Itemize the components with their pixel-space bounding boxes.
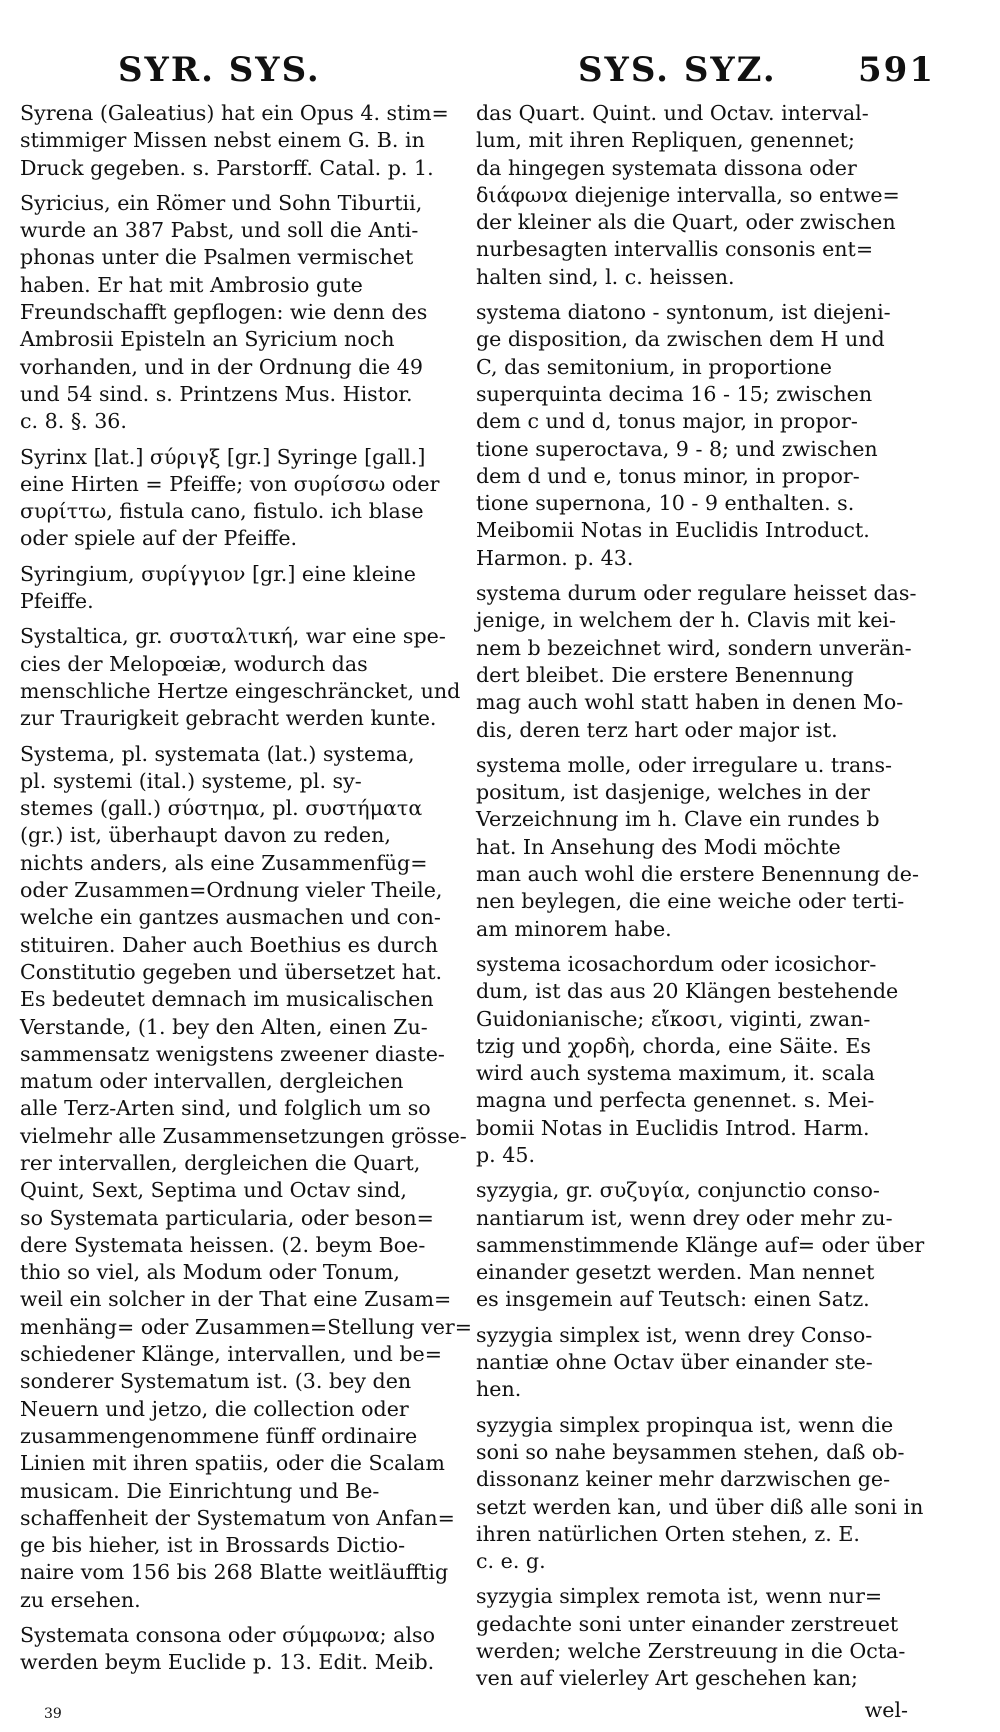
- entry-line: superquinta decima 16 - 15; zwischen: [476, 381, 873, 406]
- entry-line: magna und perfecta genennet. s. Mei-: [476, 1088, 875, 1113]
- entry-line: Neuern und jetzo, die collection oder: [20, 1396, 409, 1421]
- entry-line: da hingegen systemata dissona oder: [476, 155, 857, 180]
- entry-line: thio so viel, als Modum oder Tonum,: [20, 1260, 400, 1285]
- entry-line: dem c und d, tonus major, in propor-: [476, 409, 858, 434]
- dictionary-entry: [476, 100, 908, 291]
- entry-line: ven auf vielerley Art geschehen kan;: [476, 1666, 858, 1691]
- entry-line: werden; welche Zerstreuung in die Octa-: [476, 1639, 906, 1664]
- entry-line: oder spiele auf der Pfeiffe.: [20, 526, 298, 551]
- entry-line: lum, mit ihren Repliquen, genennet;: [476, 128, 855, 153]
- entry-line: systema molle, oder irregulare u. trans-: [476, 752, 893, 777]
- entry-line: ge disposition, da zwischen dem H und: [476, 327, 885, 352]
- entry-line: c. 8. §. 36.: [20, 409, 127, 434]
- entry-line: naire vom 156 bis 268 Blatte weitläufftig: [20, 1560, 449, 1585]
- entry-line: Systemata consona oder σύμφωνα; also: [20, 1623, 436, 1648]
- entry-line: weil ein solcher in der That eine Zusam=: [20, 1287, 452, 1312]
- entry-line: dert bleibet. Die erstere Benennung: [476, 662, 854, 687]
- entry-line: sammensatz wenigstens zweener diaste-: [20, 1041, 445, 1066]
- entry-line: stemes (gall.) σύστημα, pl. συστήματα: [20, 796, 423, 821]
- entry-line: zur Traurigkeit gebracht werden kunte.: [20, 706, 437, 731]
- entry-line: eine Hirten = Pfeiffe; von συρίσσω oder: [20, 471, 440, 496]
- dictionary-entry: [476, 1322, 908, 1404]
- entry-line: cies der Melopœiæ, wodurch das: [20, 651, 368, 676]
- entry-line: syzygia simplex propinqua ist, wenn die: [476, 1412, 894, 1437]
- entry-line: Guidonianische; εἴκοσι, viginti, zwan-: [476, 1006, 871, 1031]
- entry-line: haben. Er hat mit Ambrosio gute: [20, 272, 363, 297]
- entry-line: systema durum oder regulare heisset das-: [476, 581, 917, 606]
- dictionary-entry: [476, 1412, 924, 1576]
- entry-line: Freundschafft gepflogen: wie denn des: [20, 300, 428, 325]
- entry-line: Linien mit ihren spatiis, oder die Scalam: [20, 1451, 445, 1476]
- entry-line: schiedener Klänge, intervallen, und be=: [20, 1342, 442, 1367]
- dictionary-entry: [20, 190, 448, 436]
- entry-line: Syringium, συρίγγιον [gr.] eine kleine: [20, 561, 416, 586]
- entry-line: Systaltica, gr. συσταλτική, war eine spe-: [20, 624, 446, 649]
- entry-line: Systema, pl. systemata (lat.) systema,: [20, 741, 415, 766]
- entry-line: systema icosachordum oder icosichor-: [476, 951, 877, 976]
- entry-line: stituiren. Daher auch Boethius es durch: [20, 932, 439, 957]
- catchword: wel-: [864, 1697, 908, 1722]
- entry-line: Verstande, (1. bey den Alten, einen Zu-: [20, 1014, 428, 1039]
- entry-line: sonderer Systematum ist. (3. bey den: [20, 1369, 412, 1394]
- dictionary-entry: [476, 580, 917, 744]
- entry-line: nantiarum ist, wenn drey oder mehr zu-: [476, 1205, 893, 1230]
- entry-line: tione superoctava, 9 - 8; und zwischen: [476, 436, 878, 461]
- dictionary-entry: [476, 299, 908, 572]
- entry-line: vorhanden, und in der Ordnung die 49: [20, 354, 423, 379]
- entry-line: nem b bezeichnet wird, sondern unverän-: [476, 635, 912, 660]
- dictionary-entry: [476, 951, 908, 1169]
- entry-line: bomii Notas in Euclidis Introd. Harm.: [476, 1115, 870, 1140]
- entry-line: dem d und e, tonus minor, in propor-: [476, 463, 860, 488]
- dictionary-entry: [20, 623, 461, 732]
- entry-line: soni so nahe beysammen stehen, daß ob-: [476, 1439, 905, 1464]
- dictionary-entry: [20, 741, 473, 1615]
- entry-line: systema diatono - syntonum, ist diejeni-: [476, 300, 891, 325]
- entry-line: tzig und χορδὴ, chorda, eine Säite. Es: [476, 1033, 872, 1058]
- entry-line: positum, ist dasjenige, welches in der: [476, 780, 870, 805]
- entry-line: musicam. Die Einrichtung und Be-: [20, 1478, 380, 1503]
- entry-line: nen beylegen, die eine weiche oder terti-: [476, 889, 905, 914]
- entry-line: werden beym Euclide p. 13. Edit. Meib.: [20, 1650, 435, 1675]
- dictionary-entry: [476, 1177, 925, 1313]
- entry-line: Meibomii Notas in Euclidis Introduct.: [476, 518, 870, 543]
- entry-line: διάφωνα diejenige intervalla, so entwe=: [476, 182, 900, 207]
- entry-line: mag auch wohl statt haben in denen Mo-: [476, 690, 904, 715]
- entry-line: dum, ist das aus 20 Klängen bestehende: [476, 979, 899, 1004]
- entry-line: (gr.) ist, überhaupt davon zu reden,: [20, 823, 391, 848]
- entry-line: Druck gegeben. s. Parstorff. Catal. p. 1.: [20, 155, 434, 180]
- entry-line: zusammengenommene fünff ordinaire: [20, 1423, 418, 1448]
- entry-line: menhäng= oder Zusammen=Stellung ver=: [20, 1314, 473, 1339]
- dictionary-entry: [476, 752, 919, 943]
- entry-line: es insgemein auf Teutsch: einen Satz.: [476, 1287, 870, 1312]
- entry-line: Verzeichnung im h. Clave ein rundes b: [476, 807, 880, 832]
- entry-line: gedachte soni unter einander zerstreuet: [476, 1611, 899, 1636]
- entry-line: ihren natürlichen Orten stehen, z. E.: [476, 1521, 860, 1546]
- entry-line: der kleiner als die Quart, oder zwischen: [476, 210, 896, 235]
- left-column: [20, 100, 473, 1685]
- entry-line: schaffenheit der Systematum von Anfan=: [20, 1505, 455, 1530]
- entry-line: und 54 sind. s. Printzens Mus. Histor.: [20, 381, 413, 406]
- entry-line: menschliche Hertze eingeschräncket, und: [20, 678, 461, 703]
- entry-line: wird auch systema maximum, it. scala: [476, 1061, 875, 1086]
- entry-line: rer intervallen, dergleichen die Quart,: [20, 1150, 421, 1175]
- entry-line: Pfeiffe.: [20, 589, 94, 614]
- entry-line: jenige, in welchem der h. Clavis mit kei-: [476, 608, 896, 633]
- entry-line: c. e. g.: [476, 1549, 546, 1574]
- entry-line: so Systemata particularia, oder beson=: [20, 1205, 434, 1230]
- entry-line: nichts anders, als eine Zusammenfüg=: [20, 850, 428, 875]
- entry-line: halten sind, l. c. heissen.: [476, 264, 735, 289]
- entry-line: hen.: [476, 1377, 522, 1402]
- entry-line: ge bis hieher, ist in Brossards Dictio-: [20, 1533, 406, 1558]
- entry-line: συρίττω, fistula cano, fistulo. ich blase: [20, 499, 424, 524]
- entry-line: C, das semitonium, in proportione: [476, 354, 832, 379]
- entry-line: nurbesagten intervallis consonis ent=: [476, 237, 874, 262]
- entry-line: Syrena (Galeatius) hat ein Opus 4. stim=: [20, 101, 449, 125]
- running-head-left: SYR. SYS.: [118, 50, 321, 90]
- entry-line: einander gesetzt werden. Man nennet: [476, 1260, 875, 1285]
- dictionary-entry: [20, 444, 448, 553]
- entry-line: zu ersehen.: [20, 1587, 141, 1612]
- signature-mark: 39: [44, 1706, 62, 1722]
- entry-line: syzygia simplex ist, wenn drey Conso-: [476, 1322, 873, 1347]
- entry-line: matum oder intervallen, dergleichen: [20, 1069, 404, 1094]
- entry-line: das Quart. Quint. und Octav. interval-: [476, 101, 869, 125]
- entry-line: dissonanz keiner mehr darzwischen ge-: [476, 1467, 891, 1492]
- dictionary-entry: [20, 1622, 448, 1677]
- dictionary-entry: [20, 100, 448, 182]
- entry-line: syzygia, gr. συζυγία, conjunctio conso-: [476, 1178, 880, 1203]
- entry-line: vielmehr alle Zusammensetzungen grösse-: [20, 1123, 467, 1148]
- entry-line: Harmon. p. 43.: [476, 545, 634, 570]
- dictionary-entry: [20, 561, 448, 616]
- entry-line: pl. systemi (ital.) systeme, pl. sy-: [20, 768, 362, 793]
- entry-line: Es bedeutet demnach im musicalischen: [20, 987, 434, 1012]
- entry-line: wurde an 387 Pabst, und soll die Anti-: [20, 218, 419, 243]
- dictionary-entry: [476, 1583, 908, 1692]
- entry-line: hat. In Ansehung des Modi möchte: [476, 834, 841, 859]
- entry-line: am minorem habe.: [476, 916, 672, 941]
- entry-line: setzt werden kan, und über diß alle soni in: [476, 1494, 924, 1519]
- entry-line: p. 45.: [476, 1142, 536, 1167]
- entry-line: oder Zusammen=Ordnung vieler Theile,: [20, 878, 443, 903]
- entry-line: syzygia simplex remota ist, wenn nur=: [476, 1584, 883, 1609]
- entry-line: Syricius, ein Römer und Sohn Tiburtii,: [20, 190, 423, 215]
- entry-line: man auch wohl die erstere Benennung de-: [476, 862, 919, 887]
- entry-line: dere Systemata heissen. (2. beym Boe-: [20, 1232, 426, 1257]
- entry-line: Ambrosii Episteln an Syricium noch: [20, 327, 395, 352]
- entry-line: Quint, Sext, Septima und Octav sind,: [20, 1178, 407, 1203]
- entry-line: nantiæ ohne Octav über einander ste-: [476, 1350, 873, 1375]
- entry-line: phonas unter die Psalmen vermischet: [20, 245, 414, 270]
- entry-line: Syrinx [lat.] σύριγξ [gr.] Syringe [gall.]: [20, 444, 426, 469]
- entry-line: welche ein gantzes ausmachen und con-: [20, 905, 441, 930]
- right-column: [476, 100, 925, 1724]
- page-number: 591: [858, 50, 935, 90]
- entry-line: stimmiger Missen nebst einem G. B. in: [20, 128, 425, 153]
- entry-line: sammenstimmende Klänge auf= oder über: [476, 1232, 925, 1257]
- entry-line: tione supernona, 10 - 9 enthalten. s.: [476, 491, 855, 516]
- entry-line: alle Terz-Arten sind, und folglich um so: [20, 1096, 431, 1121]
- entry-line: Constitutio gegeben und übersetzet hat.: [20, 959, 443, 984]
- running-head-right: SYS. SYZ.: [578, 50, 777, 90]
- entry-line: dis, deren terz hart oder major ist.: [476, 717, 838, 742]
